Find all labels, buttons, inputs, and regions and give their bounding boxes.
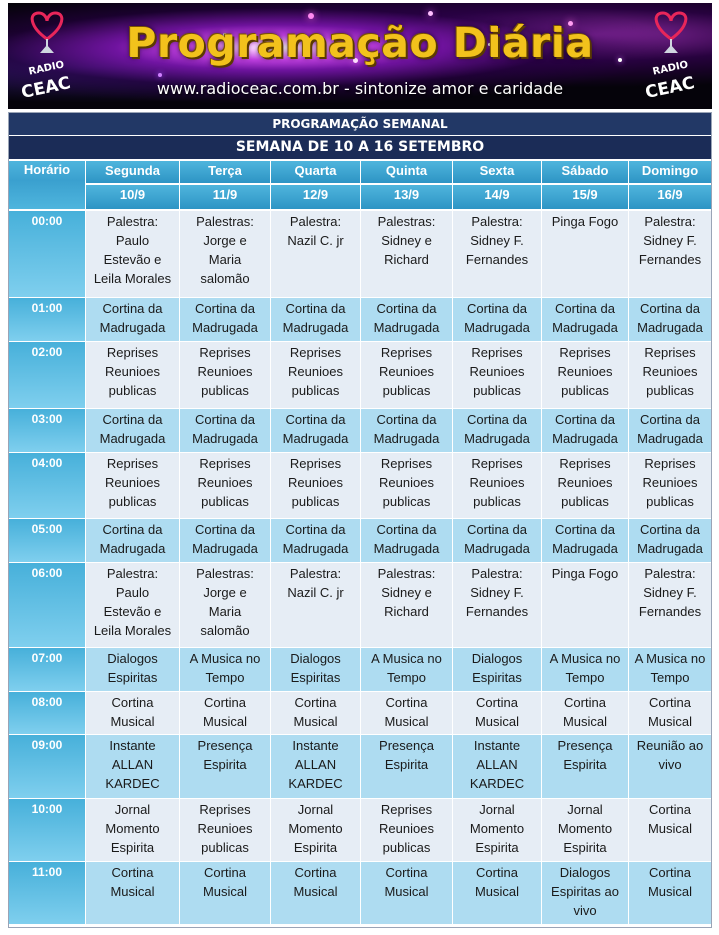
program-cell: Reprises Reunioes publicas [361, 453, 452, 518]
program-cell: Palestra: Nazil C. jr [271, 563, 360, 647]
program-cell: Reprises Reunioes publicas [453, 342, 541, 408]
program-cell: Cortina da Madrugada [271, 298, 360, 341]
program-cell: Reprises Reunioes publicas [629, 342, 711, 408]
hour-label: 11:00 [9, 862, 85, 924]
program-cell: Cortina da Madrugada [453, 409, 541, 452]
program-cell: Reprises Reunioes publicas [361, 342, 452, 408]
day-date-segunda: 10/9 [86, 185, 179, 209]
program-cell: Cortina Musical [453, 862, 541, 924]
program-cell: Dialogos Espiritas [271, 648, 360, 691]
program-cell: Jornal Momento Espirita [453, 799, 541, 861]
schedule-heading: PROGRAMAÇÃO SEMANAL [9, 113, 711, 135]
logo-right-radio: RADIO [651, 59, 690, 78]
day-date-terça: 11/9 [180, 185, 270, 209]
week-range: SEMANA DE 10 A 16 SETEMBRO [9, 136, 711, 159]
program-cell: Palestra: Sidney F. Fernandes [453, 211, 541, 297]
program-cell: Reprises Reunioes publicas [629, 453, 711, 518]
program-cell: Jornal Momento Espirita [271, 799, 360, 861]
day-date-sábado: 15/9 [542, 185, 628, 209]
day-header-sexta: Sexta [453, 161, 541, 183]
program-cell: Reprises Reunioes publicas [361, 799, 452, 861]
hour-label: 10:00 [9, 799, 85, 861]
program-cell: Cortina da Madrugada [629, 298, 711, 341]
program-cell: Cortina Musical [271, 692, 360, 734]
program-cell: Cortina da Madrugada [86, 409, 179, 452]
day-header-quinta: Quinta [361, 161, 452, 183]
program-cell: Cortina Musical [542, 692, 628, 734]
hour-label: 01:00 [9, 298, 85, 341]
program-cell: Cortina da Madrugada [361, 519, 452, 562]
program-cell: Reprises Reunioes publicas [271, 342, 360, 408]
hour-label: 03:00 [9, 409, 85, 452]
program-cell: A Musica no Tempo [629, 648, 711, 691]
program-cell: Cortina Musical [629, 799, 711, 861]
program-cell: Cortina da Madrugada [180, 519, 270, 562]
program-cell: Instante ALLAN KARDEC [86, 735, 179, 798]
program-cell: Jornal Momento Espirita [542, 799, 628, 861]
weekly-schedule-table [8, 112, 712, 928]
program-cell: Cortina da Madrugada [453, 519, 541, 562]
program-cell: Cortina Musical [180, 692, 270, 734]
program-cell: Reprises Reunioes publicas [86, 342, 179, 408]
program-cell: Cortina da Madrugada [629, 519, 711, 562]
program-cell: Cortina Musical [271, 862, 360, 924]
hour-label: 00:00 [9, 211, 85, 297]
program-cell: Cortina da Madrugada [180, 298, 270, 341]
program-cell: Dialogos Espiritas ao vivo [542, 862, 628, 924]
program-cell: Palestras: Jorge e Maria salomão [180, 211, 270, 297]
program-cell: Cortina da Madrugada [629, 409, 711, 452]
page-title: Programação Diária [126, 19, 594, 67]
day-header-segunda: Segunda [86, 161, 179, 183]
program-cell: Reprises Reunioes publicas [180, 342, 270, 408]
program-cell: Reprises Reunioes publicas [180, 799, 270, 861]
program-cell: Cortina da Madrugada [86, 298, 179, 341]
logo-right-ceac: CEAC [644, 73, 697, 104]
program-cell: Instante ALLAN KARDEC [271, 735, 360, 798]
program-cell: Cortina da Madrugada [542, 298, 628, 341]
program-cell: Reprises Reunioes publicas [86, 453, 179, 518]
program-cell: Cortina Musical [180, 862, 270, 924]
day-date-domingo: 16/9 [629, 185, 711, 209]
program-cell: Reprises Reunioes publicas [271, 453, 360, 518]
program-cell: Cortina Musical [361, 862, 452, 924]
program-cell: Reprises Reunioes publicas [542, 453, 628, 518]
hour-label: 09:00 [9, 735, 85, 798]
program-cell: Cortina da Madrugada [542, 519, 628, 562]
program-cell: Dialogos Espiritas [453, 648, 541, 691]
program-cell: Cortina da Madrugada [271, 409, 360, 452]
program-cell: Palestra: Nazil C. jr [271, 211, 360, 297]
program-cell: Jornal Momento Espirita [86, 799, 179, 861]
program-cell: Cortina da Madrugada [361, 409, 452, 452]
program-cell: Pinga Fogo [542, 211, 628, 297]
program-cell: Cortina da Madrugada [86, 519, 179, 562]
day-header-quarta: Quarta [271, 161, 360, 183]
logo-left-radio: RADIO [27, 59, 66, 78]
hour-label: 02:00 [9, 342, 85, 408]
program-cell: Palestra: Paulo Estevão e Leila Morales [86, 563, 179, 647]
program-cell: Reprises Reunioes publicas [542, 342, 628, 408]
program-cell: A Musica no Tempo [361, 648, 452, 691]
program-cell: Cortina da Madrugada [361, 298, 452, 341]
radio-ceac-logo-right [644, 9, 698, 107]
program-cell: Cortina da Madrugada [542, 409, 628, 452]
logo-left-ceac: CEAC [20, 73, 73, 104]
day-header-sábado: Sábado [542, 161, 628, 183]
program-cell: Palestras: Sidney e Richard [361, 211, 452, 297]
program-cell: Cortina da Madrugada [271, 519, 360, 562]
program-cell: Pinga Fogo [542, 563, 628, 647]
program-cell: Cortina Musical [629, 862, 711, 924]
program-cell: Cortina da Madrugada [453, 298, 541, 341]
hour-label: 05:00 [9, 519, 85, 562]
hour-label: 08:00 [9, 692, 85, 734]
day-date-sexta: 14/9 [453, 185, 541, 209]
program-cell: Palestras: Jorge e Maria salomão [180, 563, 270, 647]
header-banner [8, 3, 712, 109]
site-tagline: www.radioceac.com.br - sintonize amor e caridade [156, 79, 564, 98]
hour-label: 07:00 [9, 648, 85, 691]
program-cell: Instante ALLAN KARDEC [453, 735, 541, 798]
program-cell: Dialogos Espiritas [86, 648, 179, 691]
program-cell: A Musica no Tempo [180, 648, 270, 691]
program-cell: Presença Espirita [542, 735, 628, 798]
program-cell: Palestra: Sidney F. Fernandes [629, 211, 711, 297]
program-cell: Reunião ao vivo [629, 735, 711, 798]
program-cell: Palestras: Sidney e Richard [361, 563, 452, 647]
program-cell: Presença Espirita [361, 735, 452, 798]
program-cell: Cortina Musical [453, 692, 541, 734]
day-date-quarta: 12/9 [271, 185, 360, 209]
day-date-quinta: 13/9 [361, 185, 452, 209]
hour-column-header: Horário [9, 161, 85, 209]
program-cell: Presença Espirita [180, 735, 270, 798]
day-header-domingo: Domingo [629, 161, 711, 183]
program-cell: Cortina Musical [361, 692, 452, 734]
day-header-terça: Terça [180, 161, 270, 183]
program-cell: Palestra: Sidney F. Fernandes [629, 563, 711, 647]
hour-label: 06:00 [9, 563, 85, 647]
hour-label: 04:00 [9, 453, 85, 518]
program-cell: Reprises Reunioes publicas [453, 453, 541, 518]
program-cell: Cortina Musical [86, 692, 179, 734]
program-cell: Palestra: Sidney F. Fernandes [453, 563, 541, 647]
program-cell: Palestra: Paulo Estevão e Leila Morales [86, 211, 179, 297]
program-cell: Cortina Musical [629, 692, 711, 734]
program-cell: Cortina Musical [86, 862, 179, 924]
program-cell: Reprises Reunioes publicas [180, 453, 270, 518]
program-cell: Cortina da Madrugada [180, 409, 270, 452]
program-cell: A Musica no Tempo [542, 648, 628, 691]
